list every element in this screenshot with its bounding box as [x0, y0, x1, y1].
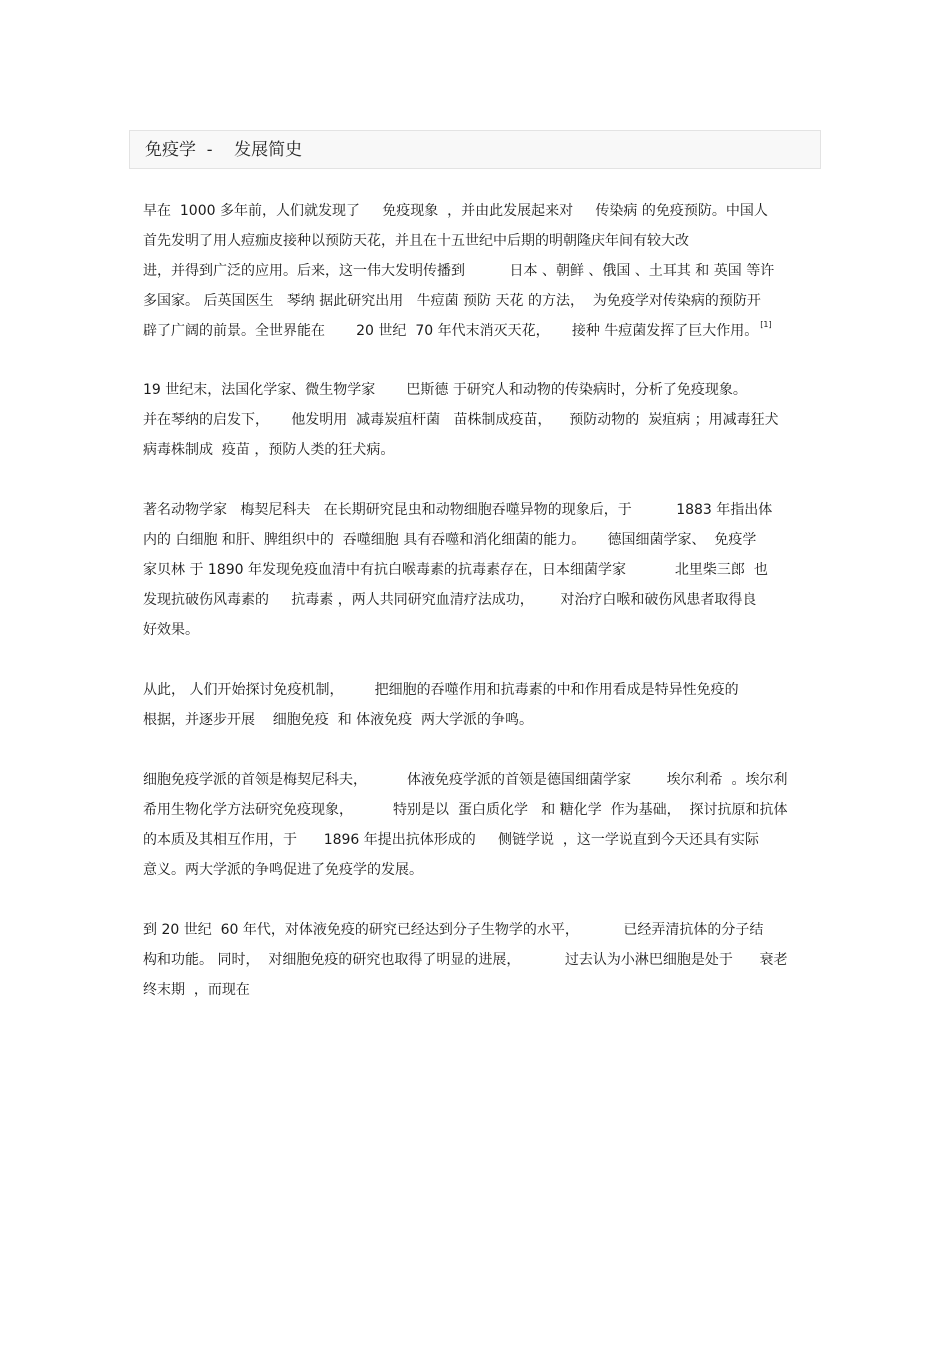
text-line: 19 世纪末，法国化学家、微生物学家 巴斯德 于研究人和动物的传染病时，分析了免疫现象。 [143, 382, 747, 398]
text-line: 首先发明了用人痘痂皮接种以预防天花，并且在十五世纪中后期的明朝隆庆年间有较大改 [143, 233, 689, 249]
text-line: 希用生物化学方法研究免疫现象， 特别是以 蛋白质化学 和 糖化学 作为基础， 探讨抗原和抗体 [143, 802, 788, 818]
page-title: 免疫学 - 发展简史 [145, 140, 303, 160]
text-line: 细胞免疫学派的首领是梅契尼科夫， 体液免疫学派的首领是德国细菌学家 埃尔利希 。埃尔利 [143, 772, 788, 788]
text-line: 家贝林 于 1890 年发现免疫血清中有抗白喉毒素的抗毒素存在，日本细菌学家 北里柴三郎 也 [143, 562, 768, 578]
text-line: 意义。两大学派的争鸣促进了免疫学的发展。 [143, 862, 423, 878]
citation-reference[interactable]: [1] [760, 320, 772, 329]
text-line: 根据，并逐步开展 细胞免疫 和 体液免疫 两大学派的争鸣。 [143, 712, 534, 728]
section-title-bar [129, 130, 821, 169]
text-line: 著名动物学家 梅契尼科夫 在长期研究昆虫和动物细胞吞噬异物的现象后，于 1883 年指出体 [143, 502, 773, 518]
text-line: 并在琴纳的启发下， 他发明用 减毒炭疽杆菌 苗株制成疫苗， 预防动物的 炭疽病 ；用减毒狂犬 [143, 412, 779, 428]
text-line: 的本质及其相互作用，于 1896 年提出抗体形成的 侧链学说 ，这一学说直到今天还具有实际 [143, 832, 759, 848]
paragraph-1 [143, 196, 815, 346]
text-line: 早在 1000 多年前，人们就发现了 免疫现象 ，并由此发展起来对 传染病 的免疫预防。中国人 [143, 203, 768, 219]
text-line: 终末期 ，而现在 [143, 982, 250, 998]
paragraph-6 [143, 915, 815, 1005]
paragraph-4 [143, 675, 815, 735]
text-line: 发现抗破伤风毒素的 抗毒素 ，两人共同研究血清疗法成功， 对治疗白喉和破伤风患者取得良 [143, 592, 757, 608]
text-line: 构和功能。 同时， 对细胞免疫的研究也取得了明显的进展， 过去认为小淋巴细胞是处于 衰老 [143, 952, 788, 968]
paragraph-3 [143, 495, 815, 645]
paragraph-5 [143, 765, 815, 885]
text-line: 好效果。 [143, 622, 199, 638]
text-line: 进，并得到广泛的应用。后来，这一伟大发明传播到 日本 、朝鲜 、俄国 、土耳其 和 英国 等许 [143, 263, 775, 279]
paragraph-2 [143, 375, 815, 465]
text-line: 到 20 世纪 60 年代，对体液免疫的研究已经达到分子生物学的水平， 已经弄清抗体的分子结 [143, 922, 764, 938]
text-line: 病毒株制成 疫苗 ，预防人类的狂犬病。 [143, 442, 395, 458]
text-line: 从此， 人们开始探讨免疫机制， 把细胞的吞噬作用和抗毒素的中和作用看成是特异性免疫的 [143, 682, 739, 698]
text-line: 内的 白细胞 和肝、脾组织中的 吞噬细胞 具有吞噬和消化细菌的能力。 德国细菌学家、 免疫学 [143, 532, 757, 548]
text-line-with-ref [143, 316, 815, 346]
text-line: 多国家。 后英国医生 琴纳 据此研究出用 牛痘菌 预防 天花 的方法， 为免疫学对传染病的预防开 [143, 293, 761, 309]
text-line: 辟了广阔的前景。全世界能在 20 世纪 70 年代末消灭天花， 接种 牛痘菌发挥了巨大作用。 [143, 323, 759, 339]
